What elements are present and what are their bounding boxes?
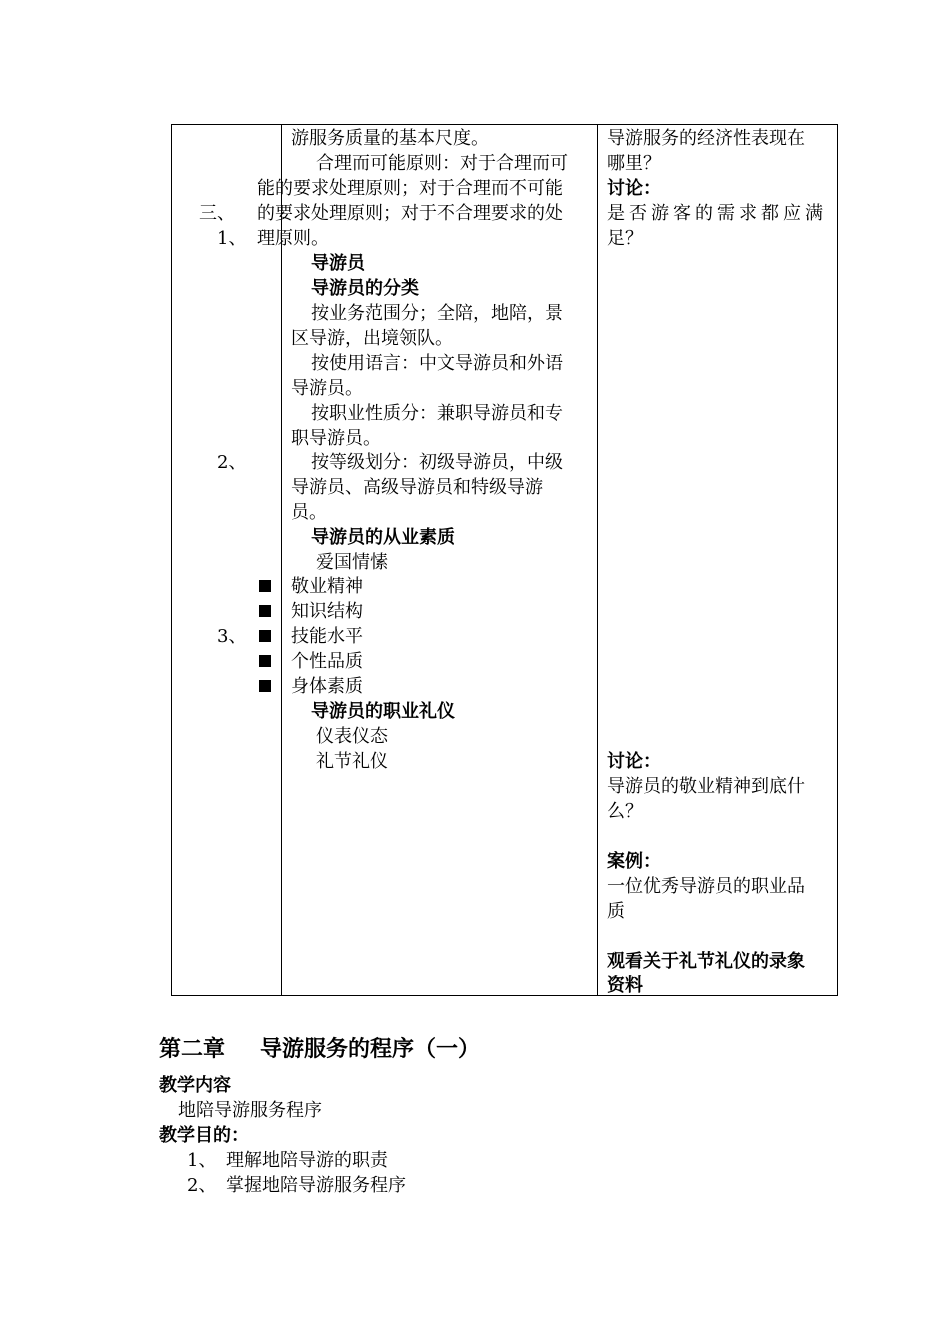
etiquette-item: 礼节礼仪 bbox=[316, 751, 388, 772]
video-note: 资料 bbox=[607, 975, 643, 996]
note-question: 导游服务的经济性表现在 bbox=[607, 128, 805, 149]
content-line: 导游员。 bbox=[291, 378, 363, 399]
quality-item: 爱国情愫 bbox=[316, 552, 388, 573]
discussion-label: 讨论： bbox=[607, 178, 661, 199]
video-note: 观看关于礼节礼仪的录象 bbox=[607, 951, 805, 972]
section-number-2: 2、 bbox=[217, 452, 247, 473]
content-line: 理原则。 bbox=[257, 228, 329, 249]
bullet-square-icon bbox=[259, 655, 271, 667]
teaching-goal-label: 教学目的： bbox=[159, 1125, 249, 1146]
goal-text: 理解地陪导游的职责 bbox=[226, 1150, 388, 1171]
quality-item: 身体素质 bbox=[291, 676, 363, 697]
quality-item: 个性品质 bbox=[291, 651, 363, 672]
content-line: 的要求处理原则；对于不合理要求的处 bbox=[257, 203, 563, 224]
bullet-square-icon bbox=[259, 630, 271, 642]
heading-guide-classification: 导游员的分类 bbox=[311, 278, 419, 299]
section-number-3: 3、 bbox=[217, 626, 247, 647]
content-line: 按职业性质分：兼职导游员和专 bbox=[311, 403, 563, 424]
table-divider-left bbox=[281, 124, 282, 996]
content-line: 游服务质量的基本尺度。 bbox=[291, 128, 489, 149]
chapter-title: 导游服务的程序（一） bbox=[260, 1037, 481, 1062]
lesson-table bbox=[171, 124, 838, 996]
heading-guide: 导游员 bbox=[311, 253, 365, 274]
discussion-text: 么？ bbox=[607, 801, 643, 822]
goal-number: 2、 bbox=[187, 1175, 217, 1196]
goal-text: 掌握地陪导游服务程序 bbox=[226, 1175, 406, 1196]
note-question: 哪里？ bbox=[607, 153, 661, 174]
quality-item: 敬业精神 bbox=[291, 576, 363, 597]
content-line: 能的要求处理原则；对于合理而不可能 bbox=[257, 178, 563, 199]
etiquette-item: 仪表仪态 bbox=[316, 726, 388, 747]
quality-item: 知识结构 bbox=[291, 601, 363, 622]
case-text: 质 bbox=[607, 901, 625, 922]
discussion-text: 足？ bbox=[607, 228, 643, 249]
goal-number: 1、 bbox=[187, 1150, 217, 1171]
heading-guide-etiquette: 导游员的职业礼仪 bbox=[311, 701, 455, 722]
case-text: 一位优秀导游员的职业品 bbox=[607, 876, 805, 897]
bullet-square-icon bbox=[259, 680, 271, 692]
teaching-content-value: 地陪导游服务程序 bbox=[178, 1100, 322, 1121]
section-number-san: 三、 bbox=[199, 203, 235, 224]
section-number-1: 1、 bbox=[217, 228, 247, 249]
quality-item: 技能水平 bbox=[291, 626, 363, 647]
teaching-content-label: 教学内容 bbox=[159, 1075, 231, 1096]
bullet-square-icon bbox=[259, 605, 271, 617]
bullet-square-icon bbox=[259, 580, 271, 592]
content-line: 合理而可能原则：对于合理而可 bbox=[316, 153, 568, 174]
discussion-text: 导游员的敬业精神到底什 bbox=[607, 776, 805, 797]
content-line: 导游员、高级导游员和特级导游 bbox=[291, 477, 543, 498]
content-line: 区导游，出境领队。 bbox=[291, 328, 453, 349]
table-divider-right bbox=[597, 124, 598, 996]
content-line: 按等级划分：初级导游员，中级 bbox=[311, 452, 563, 473]
discussion-label: 讨论： bbox=[607, 751, 661, 772]
content-line: 员。 bbox=[291, 502, 327, 523]
content-line: 职导游员。 bbox=[291, 428, 381, 449]
chapter-number: 第二章 bbox=[159, 1037, 226, 1062]
discussion-text: 是否游客的需求都应满 bbox=[607, 203, 827, 224]
content-line: 按业务范围分；全陪，地陪，景 bbox=[311, 303, 563, 324]
case-label: 案例： bbox=[607, 851, 661, 872]
content-line: 按使用语言：中文导游员和外语 bbox=[311, 353, 563, 374]
heading-guide-quality: 导游员的从业素质 bbox=[311, 527, 455, 548]
